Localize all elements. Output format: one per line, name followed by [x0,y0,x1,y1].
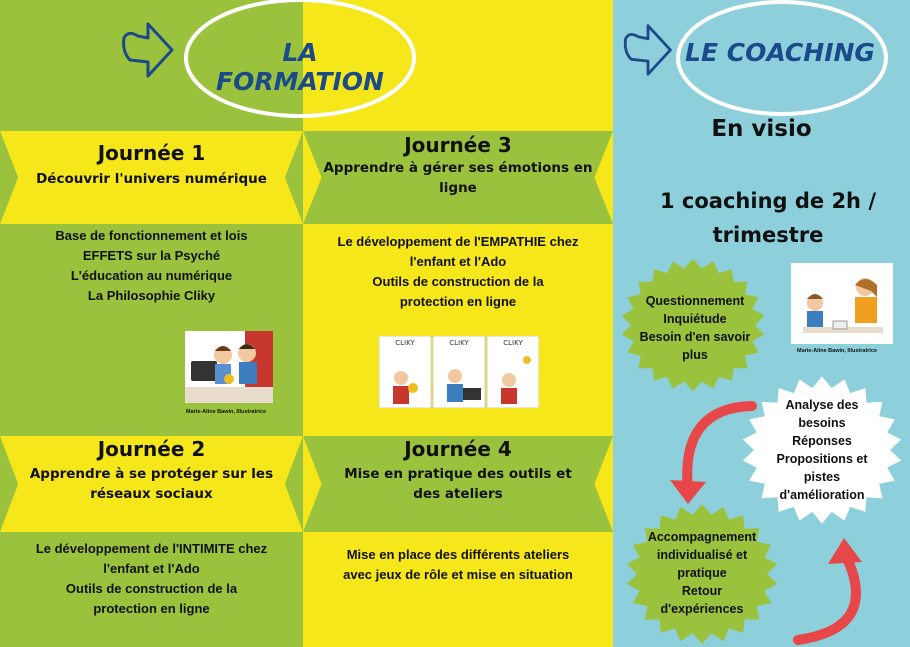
day2-line: l'enfant et l'Ado [103,561,200,576]
day1-content [10,226,293,306]
star2-line: Analyse des [785,398,859,412]
day3-line: l'enfant et l'Ado [409,254,507,269]
kids-computer-drawing [185,331,273,403]
day2-content [10,539,293,619]
star3-line: individualisé et [656,548,748,562]
star1-line: Besoin d'en savoir [639,330,751,344]
star3-line: Accompagnement [647,530,757,544]
day1-line: La Philosophie Cliky [87,288,216,303]
day3-line: protection en ligne [399,294,517,309]
star1-line: Questionnement [645,294,745,308]
arrow-right-icon [620,16,676,82]
day2-line: Outils de construction de la [65,581,238,596]
star2-line: Propositions et [776,452,868,466]
book-title: CLIKY [395,339,415,347]
star2-line: Réponses [792,434,852,448]
curved-arrow-icon [660,398,760,508]
day2-line: protection en ligne [93,601,210,616]
day3-line: Outils de construction de la [372,274,544,289]
day1-line: Base de fonctionnement et lois [55,228,248,243]
star1-line: Inquiétude [663,312,727,326]
day4-line: avec jeux de rôle et mise en situation [343,567,573,582]
day4-line: Mise en place des différents ateliers [346,547,570,562]
day4-subtitle: Mise en pratique des outils et des ateliers [344,466,572,502]
day2-subtitle: Apprendre à se protéger sur les réseaux sociaux [29,466,274,502]
day1-line: EFFETS sur la Psyché [82,248,221,263]
arrow-right-icon [118,16,178,82]
coaching-title: LE COACHING [685,38,875,67]
star1-line: plus [682,348,708,362]
day1-subtitle: Découvrir l'univers numérique [36,171,267,187]
day3-subtitle: Apprendre à gérer ses émotions en ligne [323,160,593,196]
day2-title: Journée 2 [97,437,206,461]
star3-line: Retour [681,584,723,598]
day2-line: Le développement de l'INTIMITE chez [35,541,268,556]
illustration-coaching [791,263,893,344]
star2-line: d'amélioration [779,488,865,502]
star3-line: pratique [677,566,727,580]
day3-title: Journée 3 [404,133,512,157]
illustration-credit: Marie-Aline Bawin, Illustratrice [797,348,878,354]
book-title: CLIKY [503,339,523,347]
star2-text [757,396,887,504]
curved-arrow-icon [790,528,870,647]
star3-line: d'expériences [660,602,744,616]
coaching-mode: En visio [711,116,812,142]
day4-title: Journée 4 [404,437,512,461]
day3-content [313,232,603,312]
day1-title: Journée 1 [97,141,206,165]
book-title: CLIKY [449,339,469,347]
formation-title: LA FORMATION [216,38,384,96]
day3-line: Le développement de l'EMPATHIE chez [337,234,579,249]
day4-content [313,545,603,585]
star2-line: pistes [803,470,841,484]
star2-line: besoins [798,416,846,430]
coaching-drawing [791,263,893,344]
cliky-books [379,336,539,408]
illustration-credit: Marie-Aline Bawin, Illustratrice [186,409,267,415]
star1-text [625,292,765,364]
illustration-kids-computer [185,331,273,403]
day1-line: L'éducation au numérique [70,268,233,283]
coaching-frequency: 1 coaching de 2h / trimestre [660,189,876,247]
star3-text [632,528,772,618]
